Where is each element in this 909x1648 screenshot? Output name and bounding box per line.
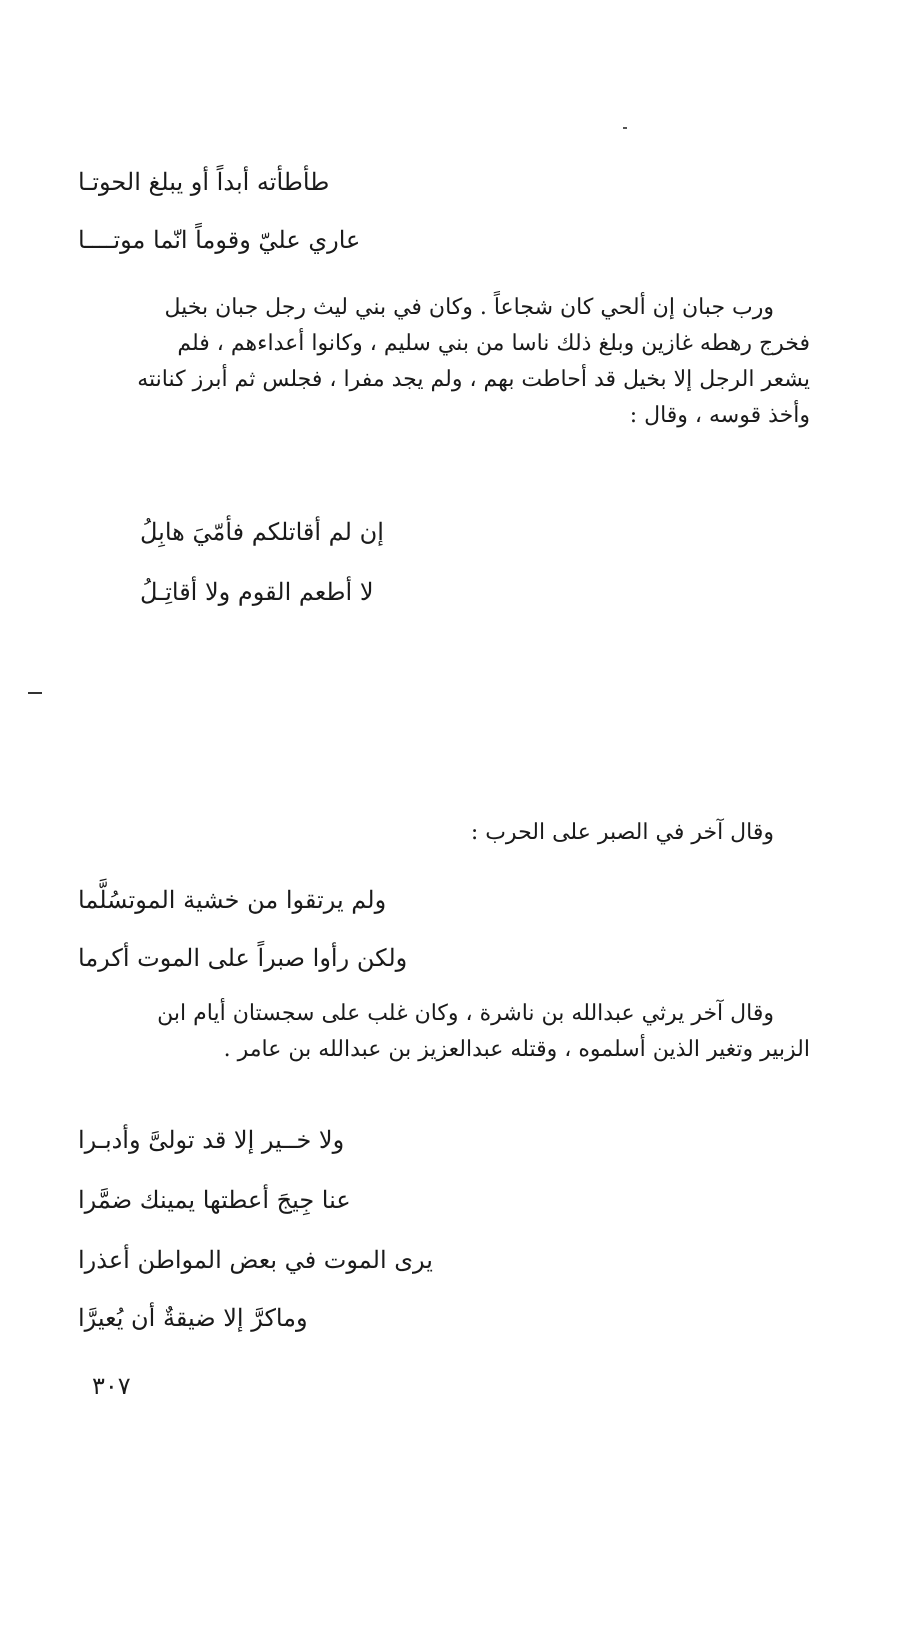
verse-3-4-second-hemistich: وماكرَّ إلا ضيقةٌ أن يُعيرَّا <box>78 1304 308 1332</box>
verse-3-3-second-hemistich: يرى الموت في بعض المواطن أعذرا <box>78 1246 433 1274</box>
top-speck <box>623 127 627 129</box>
verse-3-2-second-hemistich: عنا جِيجَ أعطتها يمينك ضمَّرا <box>78 1186 351 1214</box>
verse-2-1-second-hemistich: ولم يرتقوا من خشية الموتسُلَّما <box>78 886 387 914</box>
prose-line: الزبير وتغير الذين أسلموه ، وقتله عبدالعزيز بن عبدالله بن عامر . <box>223 1037 810 1062</box>
verse-3-1-second-hemistich: ولا خــير إلا قد تولىَّ وأدبـرا <box>78 1126 345 1154</box>
prose-line: يشعر الرجل إلا بخيل قد أحاطت بهم ، ولم يجد مفرا ، فجلس ثم أبرز كنانته <box>137 367 810 392</box>
rajaz-1-second-hemistich: إن لم أقاتلكم فأمّيَ هابِلُ <box>140 518 384 546</box>
margin-mark <box>28 692 42 694</box>
verse-1-2-second-hemistich: عاري عليّ وقوماً انّما موتــــا <box>78 226 361 254</box>
verse-intro: وقال آخر في الصبر على الحرب : <box>470 820 774 845</box>
prose-paragraph-3 <box>80 996 810 1068</box>
rajaz-2-second-hemistich: لا أطعم القوم ولا أقاتِـلُ <box>140 578 374 606</box>
verse-2-2-second-hemistich: ولكن رأوا صبراً على الموت أكرما <box>78 944 408 972</box>
prose-paragraph-1 <box>80 290 810 434</box>
prose-line: فخرج رهطه غازين وبلغ ذلك ناسا من بني سليم ، وكانوا أعداءهم ، فلم <box>177 331 810 356</box>
prose-line: وقال آخر يرثي عبدالله بن ناشرة ، وكان غلب على سجستان أيام ابن <box>157 1001 774 1026</box>
prose-line: وأخذ قوسه ، وقال : <box>629 403 810 428</box>
prose-line: ورب جبان إن ألحي كان شجاعاً . وكان في بني ليث رجل جبان بخيل <box>164 295 774 320</box>
page-number: ٣٠٧ <box>92 1372 131 1400</box>
verse-1-1-second-hemistich: طأطأته أبداً أو يبلغ الحوتـا <box>78 168 330 196</box>
